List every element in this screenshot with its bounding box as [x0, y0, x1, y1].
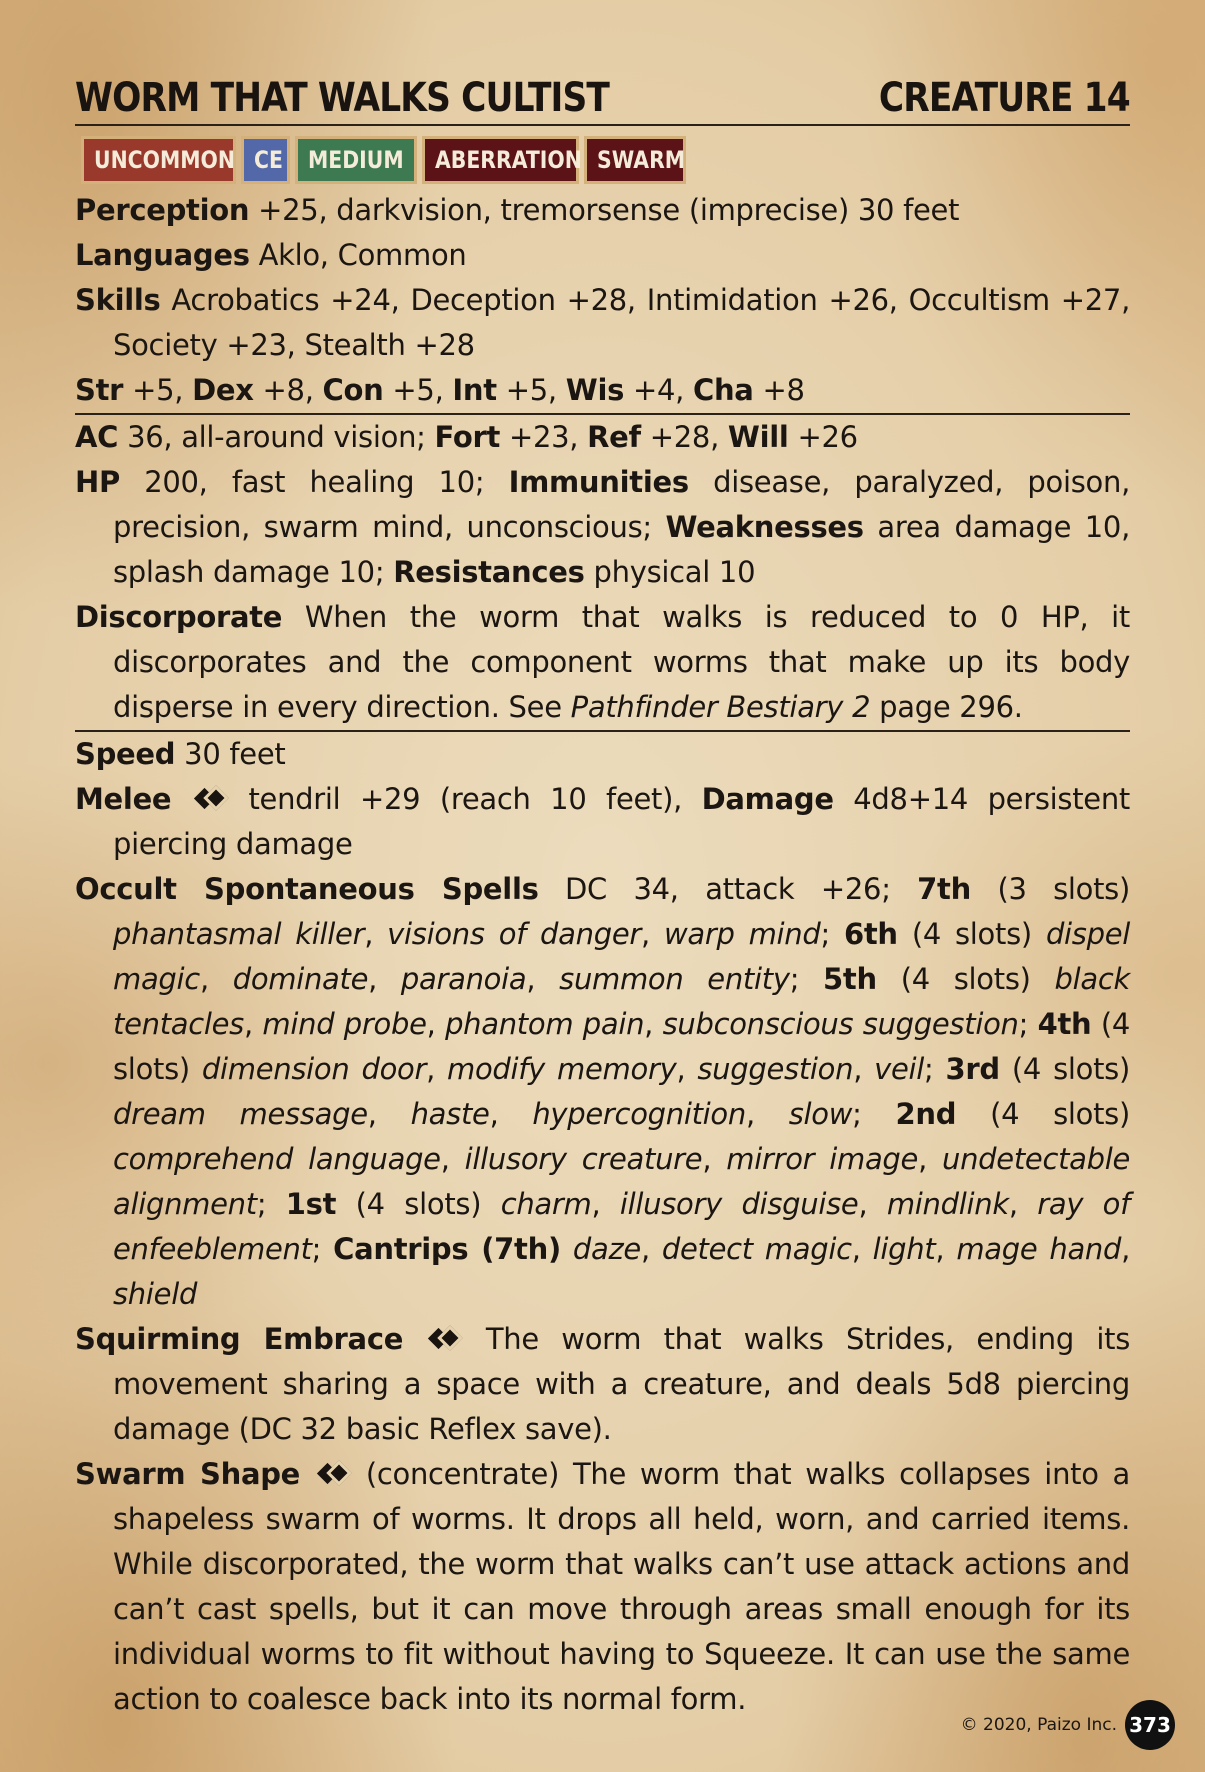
discorporate-text: When the worm that walks is reduced to 0 HP, it discorporates and the component worms that make up its body disperse in every direction. See [113, 600, 1131, 724]
spell: dispel magic [113, 917, 1131, 996]
rank-7-label: 7th [917, 872, 971, 906]
rank-4-label: 4th [1037, 1007, 1092, 1041]
page-number: 373 [1125, 1700, 1175, 1750]
spell: dream message [113, 1097, 368, 1131]
creature-name: WORM THAT WALKS CULTIST [75, 75, 610, 121]
rank-5-slots: (4 slots) [900, 962, 1031, 996]
spell: charm [500, 1187, 592, 1221]
fort-label: Fort [434, 420, 501, 454]
spell: phantasmal killer [113, 917, 365, 951]
dex-label: Dex [192, 373, 254, 407]
speed-text: 30 feet [184, 737, 286, 771]
spell: detect magic [661, 1232, 852, 1266]
spell: black tentacles [113, 962, 1131, 1041]
perception-line [75, 188, 1130, 233]
damage-label: Damage [701, 782, 834, 816]
skills-text: Acrobatics +24, Deception +28, Intimidation +26, Occultism +27, Society +23, Stealth +28 [113, 283, 1131, 362]
page-footer [961, 1700, 1175, 1750]
spell: hypercognition [532, 1097, 746, 1131]
swarm-shape-ability [75, 1452, 1130, 1722]
hp-text: 200, fast healing 10; [144, 465, 485, 499]
spell: paranoia [400, 962, 527, 996]
rank-1-label: 1st [285, 1187, 337, 1221]
languages-text: Aklo, Common [258, 238, 467, 272]
creature-level: CREATURE 14 [879, 75, 1130, 121]
title-row [75, 70, 1130, 126]
languages-line [75, 233, 1130, 278]
spell: phantom pain [445, 1007, 645, 1041]
ac-label: AC [75, 420, 119, 454]
melee-label: Melee [75, 782, 172, 816]
weaknesses-label: Weaknesses [665, 510, 864, 544]
spell: light [872, 1232, 936, 1266]
single-action-icon [197, 786, 223, 812]
spells-block: Occult Spontaneous Spells DC 34, attack +26; 7th (3 slots) phantasmal killer, visions of danger, warp mind; 6th (4 slots) dispel magic, dominate, paranoia, summon entity; 5th (4 slots) black tentacles, mind probe, phantom pain, subconscious suggestion; 4th (4 slots) dimension door, modify memory, suggestion, veil; 3rd (4 slots) dream message, haste, hypercognition, slow; 2nd (4 slots) comprehend language, illusory creature, mirror image, undetectable alignment; 1st (4 slots) charm, illusory disguise, mindlink, ray of enfeeblement; Cantrips (7th) daze, detect magic, light, mage hand, shield [75, 872, 1131, 1311]
trait-swarm: SWARM [584, 136, 686, 184]
squirming-embrace-ability [75, 1317, 1130, 1452]
cha-label: Cha [692, 373, 754, 407]
int-label: Int [452, 373, 497, 407]
page-reference: page 296. [879, 690, 1023, 724]
rank-7-slots: (3 slots) [997, 872, 1130, 906]
hp-label: HP [75, 465, 120, 499]
swarm-shape-text: (concentrate) The worm that walks collapses into a shapeless swarm of worms. It drops all held, worn, and carried items. While discorporated, the worm that walks can’t use attack actions and can’t cast spells, but it can move through areas small enough for its individual worms to fit without having to Squeeze. It can use the same action to coalesce back into its normal form. [113, 1457, 1131, 1716]
resistances-text: physical 10 [593, 555, 756, 589]
con-value: +5, [392, 373, 444, 407]
trait-uncommon: UNCOMMON [81, 136, 236, 184]
spell: dimension door [201, 1052, 427, 1086]
spell: subconscious suggestion [662, 1007, 1019, 1041]
resistances-label: Resistances [393, 555, 585, 589]
spell: mindlink [886, 1187, 1009, 1221]
spells-intro: DC 34, attack +26; [565, 872, 891, 906]
rank-6-slots: (4 slots) [911, 917, 1032, 951]
spell: shield [113, 1277, 198, 1311]
spell: mage hand [956, 1232, 1122, 1266]
cha-value: +8 [762, 373, 805, 407]
dex-value: +8, [262, 373, 314, 407]
spell: illusory disguise [619, 1187, 859, 1221]
rank-3-slots: (4 slots) [1011, 1052, 1130, 1086]
speed-line [75, 732, 1130, 777]
spell: summon entity [559, 962, 790, 996]
trait-list [75, 136, 1130, 184]
will-label: Will [727, 420, 789, 454]
ac-text: 36, all-around vision; [127, 420, 426, 454]
spell: visions of danger [387, 917, 641, 951]
perception-label: Perception [75, 193, 250, 227]
spells-label: Occult Spontaneous Spells [75, 872, 539, 906]
perception-text: +25, darkvision, tremorsense (imprecise) 30 feet [258, 193, 960, 227]
ac-line [75, 415, 1130, 460]
ref-value: +28, [649, 420, 719, 454]
speed-label: Speed [75, 737, 176, 771]
spell: illusory creature [464, 1142, 703, 1176]
skills-line [75, 278, 1130, 368]
skills-label: Skills [75, 283, 161, 317]
discorporate-label: Discorporate [75, 600, 283, 634]
trait-aberration: ABERRATION [422, 136, 579, 184]
spell: suggestion [697, 1052, 854, 1086]
ref-label: Ref [587, 420, 641, 454]
melee-strike [75, 777, 1130, 867]
squirming-embrace-label: Squirming Embrace [75, 1322, 404, 1356]
book-reference: Pathfinder Bestiary 2 [570, 690, 871, 724]
wis-value: +4, [632, 373, 685, 407]
rank-2-label: 2nd [895, 1097, 957, 1131]
wis-label: Wis [565, 373, 625, 407]
spell: slow [788, 1097, 853, 1131]
melee-text: tendril +29 (reach 10 feet), [248, 782, 683, 816]
swarm-shape-label: Swarm Shape [75, 1457, 301, 1491]
int-value: +5, [505, 373, 557, 407]
rank-4-slots: (4 slots) [113, 1007, 1131, 1086]
trait-alignment: CE [241, 136, 290, 184]
stat-block [75, 70, 1130, 1722]
spell: veil [874, 1052, 925, 1086]
rank-3-label: 3rd [945, 1052, 1000, 1086]
squirming-embrace-text: The worm that walks Strides, ending its movement sharing a space with a creature, and deals 5d8 piercing damage (DC 32 basic Reflex save). [113, 1322, 1131, 1446]
con-label: Con [322, 373, 384, 407]
str-label: Str [75, 373, 124, 407]
ability-scores [75, 368, 1130, 413]
spell: dominate [232, 962, 369, 996]
cantrips-label: Cantrips (7th) [333, 1232, 561, 1266]
spell: haste [410, 1097, 490, 1131]
hp-line [75, 460, 1130, 595]
spell: ray of enfeeblement [113, 1187, 1131, 1266]
str-value: +5, [132, 373, 184, 407]
spell: undetectable alignment [113, 1142, 1131, 1221]
discorporate-ability [75, 595, 1130, 730]
rank-6-label: 6th [843, 917, 898, 951]
spell: mind probe [262, 1007, 427, 1041]
will-value: +26 [797, 420, 858, 454]
damage-text: 4d8+14 persistent piercing damage [113, 782, 1130, 861]
weaknesses-text: area damage 10, splash damage 10; [113, 510, 1130, 589]
spell: modify memory [447, 1052, 677, 1086]
single-action-icon [431, 1326, 457, 1352]
spell: mirror image [726, 1142, 919, 1176]
spell: daze [572, 1232, 641, 1266]
single-action-icon [320, 1461, 346, 1487]
fort-value: +23, [509, 420, 579, 454]
spell: warp mind [663, 917, 821, 951]
immunities-label: Immunities [508, 465, 689, 499]
rank-5-label: 5th [823, 962, 877, 996]
rank-2-slots: (4 slots) [990, 1097, 1131, 1131]
immunities-text: disease, paralyzed, poison, precision, swarm mind, unconscious; [113, 465, 1130, 544]
trait-size: MEDIUM [295, 136, 417, 184]
languages-label: Languages [75, 238, 250, 272]
copyright: © 2020, Paizo Inc. [960, 1715, 1117, 1735]
rank-1-slots: (4 slots) [355, 1187, 482, 1221]
spell: comprehend language [113, 1142, 441, 1176]
